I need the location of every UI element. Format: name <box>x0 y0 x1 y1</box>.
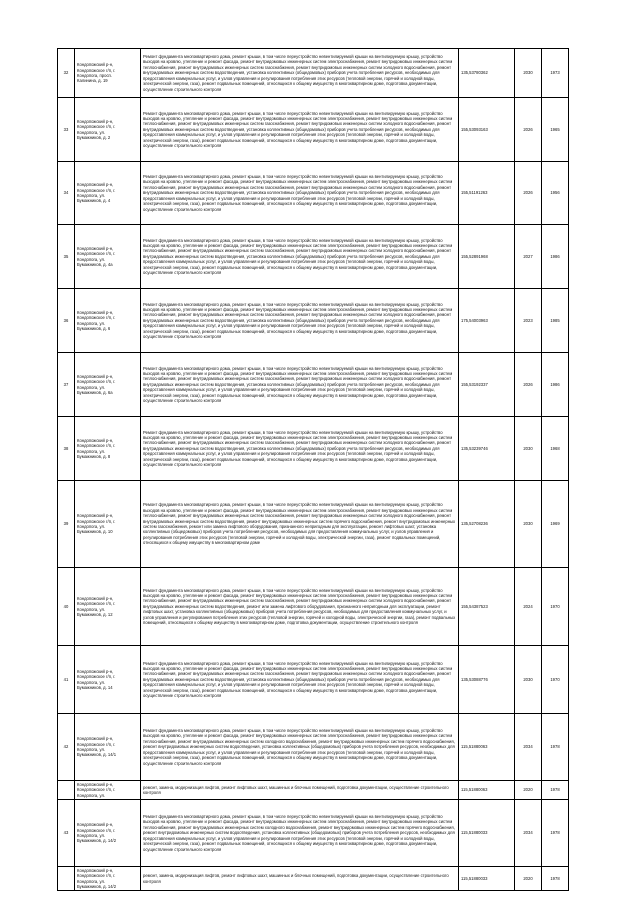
address-line: Кондопога, ул. <box>77 833 106 838</box>
address-cell <box>75 781 141 800</box>
cost-cell: 155,53093163 <box>459 98 515 162</box>
address-line: Кондопожский р-н, <box>77 668 114 674</box>
table-row <box>58 568 569 646</box>
table-row <box>58 781 569 800</box>
address-line: Кондопожский р-н, <box>77 822 114 828</box>
works-cell: Ремонт фундамента многоквартирного дома, ремонт крыши, в том числе переустройство невентилируемой крыши на вентилируемую крышу, устройство выходов на кровлю, утепление и ремонт фасада, ремонт внутридомовых инженерных систем электроснабжения, ремонт внутридомовых инженерных систем теплоснабжения, ремонт внутридомовых инженерных систем газоснабжения, ремонт внутридомовых инженерных систем холодного водоснабжения, ремонт внутридомовых инженерных систем водоотведения, установка коллективных (общедомовых) приборов учета потребления ресурсов, необходимых для предоставления коммунальных услуг, и узлов управления и регулирования потребления этих ресурсов (тепловой энергии, горячей и холодной воды, электрической энергии, газа), ремонт подвальных помещений, относящихся к общему имуществу в многоквартирном доме, подготовка документации, осуществление строительного контроля <box>141 646 459 714</box>
row-number <box>58 781 75 800</box>
cost-cell: 155,52891968 <box>459 225 515 289</box>
address-cell <box>75 289 141 353</box>
table-row <box>58 481 569 568</box>
address-cell <box>75 49 141 98</box>
address-line: Бумажников, д. 14/2 <box>77 838 117 844</box>
plan-year-cell: 2023 <box>515 289 542 353</box>
works-cell: Ремонт фундамента многоквартирного дома, ремонт крыши, в том числе переустройство невентилируемой крыши на вентилируемую крышу, устройство выходов на кровлю, утепление и ремонт фасада, ремонт внутридомовых инженерных систем электроснабжения, ремонт внутридомовых инженерных систем теплоснабжения, ремонт внутридомовых инженерных систем газоснабжения, ремонт внутридомовых инженерных систем холодного водоснабжения, ремонт внутридомовых инженерных систем водоотведения, установка коллективных (общедомовых) приборов учета потребления ресурсов, необходимых для предоставления коммунальных услуг, и узлов управления и регулирования потребления этих ресурсов (тепловой энергии, горячей и холодной воды, электрической энергии, газа), ремонт подвальных помещений, относящихся к общему имуществу в многоквартирном доме, подготовка документации, осуществление строительного контроля <box>141 49 459 98</box>
build-year-cell: 1969 <box>542 481 569 568</box>
address-line: Кондопожское г/п, г. <box>77 518 116 524</box>
works-cell: Ремонт фундамента многоквартирного дома, ремонт крыши, в том числе переустройство невентилируемой крыши на вентилируемую крышу, устройство выходов на кровлю, утепление и ремонт фасада, ремонт внутридомовых инженерных систем электроснабжения, ремонт внутридомовых инженерных систем теплоснабжения, ремонт внутридомовых инженерных систем газоснабжения, ремонт внутридомовых инженерных систем холодного водоснабжения, ремонт внутридомовых инженерных систем водоотведения, ремонт внутридомовых инженерных систем горячего водоснабжения, ремонт внутридомовых инженерных систем газоснабжения, ремонт или замена лифтового оборудования, признанного непригодным для эксплуатации, ремонт лифтовых шахт, установка коллективных (общедомовых) приборов учета потребления ресурсов, необходимых для предоставления коммунальных услуг, и узлов управления и регулирования потребления этих ресурсов (тепловой энергии, горячей и холодной воды, электрической энергии, газа), ремонт подвальных помещений, относящихся к общему имуществу в многоквартирном доме <box>141 481 459 568</box>
address-line: Кондопога, ул. <box>77 792 106 798</box>
plan-year-cell: 2020 <box>515 867 542 891</box>
address-line: Бумажников, д. 6 <box>77 325 111 331</box>
address-line: Бумажников, д. 8 <box>77 453 111 459</box>
address-line: Кондопога, ул. <box>77 448 106 454</box>
address-cell <box>75 714 141 781</box>
address-line: Кондопожский р-н, <box>77 373 114 379</box>
plan-year-cell: 2030 <box>515 49 542 98</box>
address-line: Калинина, д. 19 <box>77 78 108 84</box>
works-cell: Ремонт фундамента многоквартирного дома, ремонт крыши, в том числе переустройство невентилируемой крыши на вентилируемую крышу, устройство выходов на кровлю, утепление и ремонт фасада, ремонт внутридомовых инженерных систем электроснабжения, ремонт внутридомовых инженерных систем теплоснабжения, ремонт внутридомовых инженерных систем газоснабжения, ремонт внутридомовых инженерных систем холодного водоснабжения, ремонт внутридомовых инженерных систем водоотведения, установка коллективных (общедомовых) приборов учета потребления ресурсов, необходимых для предоставления коммунальных услуг, и узлов управления и регулирования потребления этих ресурсов (тепловой энергии, горячей и холодной воды, электрической энергии, газа), ремонт подвальных помещений, относящихся к общему имуществу в многоквартирном доме, подготовка документации, осуществление строительного контроля <box>141 289 459 353</box>
table-row <box>58 98 569 162</box>
table-row <box>58 353 569 417</box>
plan-year-cell: 2034 <box>515 714 542 781</box>
address-cell <box>75 800 141 867</box>
address-line: Кондопожский р-н, <box>77 595 114 601</box>
row-number: 33 <box>58 98 75 162</box>
works-cell: ремонт, замена, модернизация лифтов, ремонт лифтовых шахт, машинных и блочных помещений, подготовка документации, осуществление строительного контроля <box>141 781 459 800</box>
address-line: Кондопожское г/п, г. <box>77 601 116 607</box>
row-number: 40 <box>58 568 75 646</box>
address-line: Кондопожское г/п, г. <box>77 315 116 321</box>
address-line: Кондопожский р-н, <box>77 62 114 68</box>
build-year-cell: 1986 <box>542 225 569 289</box>
address-line: Бумажников, д. 14 <box>77 684 113 690</box>
address-cell <box>75 646 141 714</box>
table-row <box>58 867 569 891</box>
address-line: Кондопожское г/п, г. <box>77 379 116 385</box>
cost-cell: 115,51880063 <box>459 714 515 781</box>
row-number: 41 <box>58 646 75 714</box>
address-line: Кондопожское г/п, г. <box>77 787 116 793</box>
cost-cell: 115,51880033 <box>459 800 515 867</box>
address-line: Кондопожское г/п, г. <box>77 674 116 680</box>
plan-year-cell: 2034 <box>515 800 542 867</box>
row-number: 37 <box>58 353 75 417</box>
address-line: Кондопожский р-н, <box>77 736 114 742</box>
works-cell: Ремонт фундамента многоквартирного дома, ремонт крыши, в том числе переустройство невентилируемой крыши на вентилируемую крышу, устройство выходов на кровлю, утепление и ремонт фасада, ремонт внутридомовых инженерных систем электроснабжения, ремонт внутридомовых инженерных систем теплоснабжения, ремонт внутридомовых инженерных систем газоснабжения, ремонт внутридомовых инженерных систем холодного водоснабжения, ремонт внутридомовых инженерных систем водоотведения, установка коллективных (общедомовых) приборов учета потребления ресурсов, необходимых для предоставления коммунальных услуг, и узлов управления и регулирования потребления этих ресурсов (тепловой энергии, горячей и холодной воды, электрической энергии, газа), ремонт подвальных помещений, относящихся к общему имуществу в многоквартирном доме, подготовка документации, осуществление строительного контроля <box>141 353 459 417</box>
address-line: Бумажников, д. 12 <box>77 611 113 617</box>
address-line: Кондопога, ул. <box>77 320 106 326</box>
plan-year-cell: 2026 <box>515 98 542 162</box>
address-line: Кондопога, ул. <box>77 193 106 198</box>
address-cell <box>75 162 141 225</box>
build-year-cell: 1978 <box>542 714 569 781</box>
table-row <box>58 646 569 714</box>
table-row <box>58 714 569 781</box>
address-line: Бумажников, д. 6а <box>77 389 113 395</box>
row-number: 36 <box>58 289 75 353</box>
address-line: Бумажников, д. 14/2 <box>77 883 117 889</box>
cost-cell: 175,54003963 <box>459 289 515 353</box>
address-line: Кондопожское г/п, г. <box>77 251 116 257</box>
address-line: Бумажников, д. 2 <box>77 134 111 140</box>
address-line: Бумажников, д. 4 <box>77 198 111 204</box>
address-line: Кондопожский р-н, <box>77 867 114 873</box>
works-cell: Ремонт фундамента многоквартирного дома, ремонт крыши, в том числе переустройство невентилируемой крыши на вентилируемую крышу, устройство выходов на кровлю, утепление и ремонт фасада, ремонт внутридомовых инженерных систем электроснабжения, ремонт внутридомовых инженерных систем теплоснабжения, ремонт внутридомовых инженерных систем газоснабжения, ремонт внутридомовых инженерных систем холодного водоснабжения, ремонт внутридомовых инженерных систем водоотведения, установка коллективных (общедомовых) приборов учета потребления ресурсов, необходимых для предоставления коммунальных услуг, и узлов управления и регулирования потребления этих ресурсов (тепловой энергии, горячей и холодной воды, электрической энергии, газа), ремонт подвальных помещений, относящихся к общему имуществу в многоквартирном доме, подготовка документации, осуществление строительного контроля <box>141 417 459 481</box>
address-line: Кондопожское г/п, г. <box>77 741 116 747</box>
capital-repair-table <box>57 48 569 891</box>
cost-cell: 135,53780362 <box>459 49 515 98</box>
works-cell: Ремонт фундамента многоквартирного дома, ремонт крыши, в том числе переустройство невентилируемой крыши на вентилируемую крышу, устройство выходов на кровлю, утепление и ремонт фасада, ремонт внутридомовых инженерных систем электроснабжения, ремонт внутридомовых инженерных систем теплоснабжения, ремонт внутридомовых инженерных систем холодного водоснабжения, ремонт внутридомовых инженерных систем горячего водоснабжения, ремонт внутридомовых инженерных систем водоотведения, установка коллективных (общедомовых) приборов учета потребления ресурсов, необходимых для предоставления коммунальных услуг, и узлов управления и регулирования потребления этих ресурсов (тепловой энергии, горячей и холодной воды, электрической энергии, газа), ремонт подвальных помещений, относящихся к общему имуществу в многоквартирном доме, подготовка документации, осуществление строительного контроля <box>141 714 459 781</box>
address-cell <box>75 568 141 646</box>
row-number: 43 <box>58 800 75 867</box>
cost-cell: 115,51880063 <box>459 781 515 800</box>
table-row <box>58 225 569 289</box>
works-cell: Ремонт фундамента многоквартирного дома, ремонт крыши, в том числе переустройство невентилируемой крыши на вентилируемую крышу, устройство выходов на кровлю, утепление и ремонт фасада, ремонт внутридомовых инженерных систем электроснабжения, ремонт внутридомовых инженерных систем теплоснабжения, ремонт внутридомовых инженерных систем газоснабжения, ремонт внутридомовых инженерных систем холодного водоснабжения, ремонт внутридомовых инженерных систем водоотведения, установка коллективных (общедомовых) приборов учета потребления ресурсов, необходимых для предоставления коммунальных услуг, и узлов управления и регулирования потребления этих ресурсов (тепловой энергии, горячей и холодной воды, электрической энергии, газа), ремонт подвальных помещений, относящихся к общему имуществу в многоквартирном доме, подготовка документации, осуществление строительного контроля <box>141 162 459 225</box>
build-year-cell: 1978 <box>542 800 569 867</box>
build-year-cell: 1970 <box>542 646 569 714</box>
address-cell <box>75 225 141 289</box>
plan-year-cell: 2027 <box>515 225 542 289</box>
cost-cell: 135,52708236 <box>459 481 515 568</box>
address-cell <box>75 417 141 481</box>
row-number: 38 <box>58 417 75 481</box>
address-cell <box>75 353 141 417</box>
address-line: Кондопожское г/п, г. <box>77 187 116 193</box>
cost-cell: 135,53088776 <box>459 646 515 714</box>
cost-cell: 155,51191263 <box>459 162 515 225</box>
address-line: Кондопожский р-н, <box>77 245 114 251</box>
cost-cell: 155,54387523 <box>459 568 515 646</box>
address-line: Бумажников, д. 10 <box>77 529 113 535</box>
address-line: Кондопожское г/п, г. <box>77 827 116 833</box>
plan-year-cell: 2030 <box>515 417 542 481</box>
works-cell: Ремонт фундамента многоквартирного дома, ремонт крыши, в том числе переустройство невентилируемой крыши на вентилируемую крышу, устройство выходов на кровлю, утепление и ремонт фасада, ремонт внутридомовых инженерных систем электроснабжения, ремонт внутридомовых инженерных систем теплоснабжения, ремонт внутридомовых инженерных систем газоснабжения, ремонт внутридомовых инженерных систем холодного водоснабжения, ремонт внутридомовых инженерных систем водоотведения, установка коллективных (общедомовых) приборов учета потребления ресурсов, необходимых для предоставления коммунальных услуг, и узлов управления и регулирования потребления этих ресурсов (тепловой энергии, горячей и холодной воды, электрической энергии, газа), ремонт подвальных помещений, относящихся к общему имуществу в многоквартирном доме, подготовка документации, осуществление строительного контроля <box>141 98 459 162</box>
works-cell: Ремонт фундамента многоквартирного дома, ремонт крыши, в том числе переустройство невентилируемой крыши на вентилируемую крышу, устройство выходов на кровлю, утепление и ремонт фасада, ремонт внутридомовых инженерных систем электроснабжения, ремонт внутридомовых инженерных систем теплоснабжения, ремонт внутридомовых инженерных систем газоснабжения, ремонт внутридомовых инженерных систем холодного водоснабжения, ремонт внутридомовых инженерных систем водоотведения, ремонт или замена лифтового оборудования, признанного непригодным для эксплуатации, ремонт лифтовых шахт, установка коллективных (общедомовых) приборов учета потребления ресурсов, необходимых для предоставления коммунальных услуг, и узлов управления и регулирования потребления этих ресурсов (тепловой энергии, горячей и холодной воды, электрической энергии, газа), ремонт подвальных помещений, относящихся к общему имуществу в многоквартирном доме, подготовка документации, осуществление строительного контроля <box>141 568 459 646</box>
address-line: Кондопога, ул. <box>77 524 106 529</box>
address-line: Кондопожское г/п, г. <box>77 67 116 73</box>
row-number: 32 <box>58 49 75 98</box>
address-line: Кондопога, ул. <box>77 747 106 752</box>
table-row <box>58 162 569 225</box>
build-year-cell: 1970 <box>542 568 569 646</box>
plan-year-cell: 2024 <box>515 568 542 646</box>
plan-year-cell: 2026 <box>515 353 542 417</box>
address-line: Кондопожский р-н, <box>77 182 114 188</box>
works-cell: Ремонт фундамента многоквартирного дома, ремонт крыши, в том числе переустройство невентилируемой крыши на вентилируемую крышу, устройство выходов на кровлю, утепление и ремонт фасада, ремонт внутридомовых инженерных систем электроснабжения, ремонт внутридомовых инженерных систем теплоснабжения, ремонт внутридомовых инженерных систем газоснабжения, ремонт внутридомовых инженерных систем холодного водоснабжения, ремонт внутридомовых инженерных систем водоотведения, установка коллективных (общедомовых) приборов учета потребления ресурсов, необходимых для предоставления коммунальных услуг, и узлов управления и регулирования потребления этих ресурсов (тепловой энергии, горячей и холодной воды, электрической энергии, газа), ремонт подвальных помещений, относящихся к общему имуществу в многоквартирном доме, подготовка документации, осуществление строительного контроля <box>141 225 459 289</box>
address-line: Кондопога, ул. <box>77 129 106 135</box>
address-cell <box>75 98 141 162</box>
address-line: Кондопога, ул. <box>77 256 106 262</box>
address-line: Кондопожский р-н, <box>77 781 114 787</box>
build-year-cell: 1965 <box>542 98 569 162</box>
build-year-cell: 1985 <box>542 289 569 353</box>
works-cell: Ремонт фундамента многоквартирного дома, ремонт крыши, в том числе переустройство невентилируемой крыши на вентилируемую крышу, устройство выходов на кровлю, утепление и ремонт фасада, ремонт внутридомовых инженерных систем электроснабжения, ремонт внутридомовых инженерных систем теплоснабжения, ремонт внутридомовых инженерных систем холодного водоснабжения, ремонт внутридомовых инженерных систем горячего водоснабжения, ремонт внутридомовых инженерных систем водоотведения, установка коллективных (общедомовых) приборов учета потребления ресурсов, необходимых для предоставления коммунальных услуг, и узлов управления и регулирования потребления этих ресурсов (тепловой энергии, горячей и холодной воды, электрической энергии, газа), ремонт подвальных помещений, относящихся к общему имуществу в многоквартирном доме, подготовка документации, осуществление строительного контроля <box>141 800 459 867</box>
address-line: Кондопога, ул. <box>77 878 106 884</box>
table-row <box>58 49 569 98</box>
address-line: Кондопожский р-н, <box>77 437 114 443</box>
works-cell: ремонт, замена, модернизация лифтов, ремонт лифтовых шахт, машинных и блочных помещений, подготовка документации, осуществление строительного контроля <box>141 867 459 891</box>
address-line: Бумажников, д. 14/1 <box>77 752 117 758</box>
plan-year-cell: 2026 <box>515 162 542 225</box>
cost-cell: 155,53192337 <box>459 353 515 417</box>
build-year-cell: 1978 <box>542 867 569 891</box>
address-cell <box>75 867 141 891</box>
address-cell <box>75 481 141 568</box>
row-number: 39 <box>58 481 75 568</box>
address-line: Кондопога, просп. <box>77 73 112 78</box>
address-line: Кондопожское г/п, г. <box>77 873 116 879</box>
build-year-cell: 1973 <box>542 49 569 98</box>
address-line: Кондопожский р-н, <box>77 118 114 124</box>
build-year-cell: 1986 <box>542 353 569 417</box>
cost-cell: 135,53239746 <box>459 417 515 481</box>
plan-year-cell: 2030 <box>515 646 542 714</box>
build-year-cell: 1956 <box>542 162 569 225</box>
cost-cell: 115,51880033 <box>459 867 515 891</box>
address-line: Бумажников, д. 4а <box>77 261 113 267</box>
row-number: 34 <box>58 162 75 225</box>
address-line: Кондопога, ул. <box>77 384 106 390</box>
table-row <box>58 417 569 481</box>
row-number: 42 <box>58 714 75 781</box>
row-number: 35 <box>58 225 75 289</box>
address-line: Кондопога, ул. <box>77 606 106 612</box>
build-year-cell: 1978 <box>542 781 569 800</box>
address-line: Кондопожский р-н, <box>77 513 114 519</box>
build-year-cell: 1968 <box>542 417 569 481</box>
plan-year-cell: 2020 <box>515 781 542 800</box>
address-line: Кондопожское г/п, г. <box>77 124 116 130</box>
plan-year-cell: 2030 <box>515 481 542 568</box>
address-line: Кондопожское г/п, г. <box>77 443 116 449</box>
table-row <box>58 800 569 867</box>
address-line: Кондопожский р-н, <box>77 309 114 315</box>
table-row <box>58 289 569 353</box>
address-line: Кондопога, ул. <box>77 679 106 685</box>
row-number <box>58 867 75 891</box>
